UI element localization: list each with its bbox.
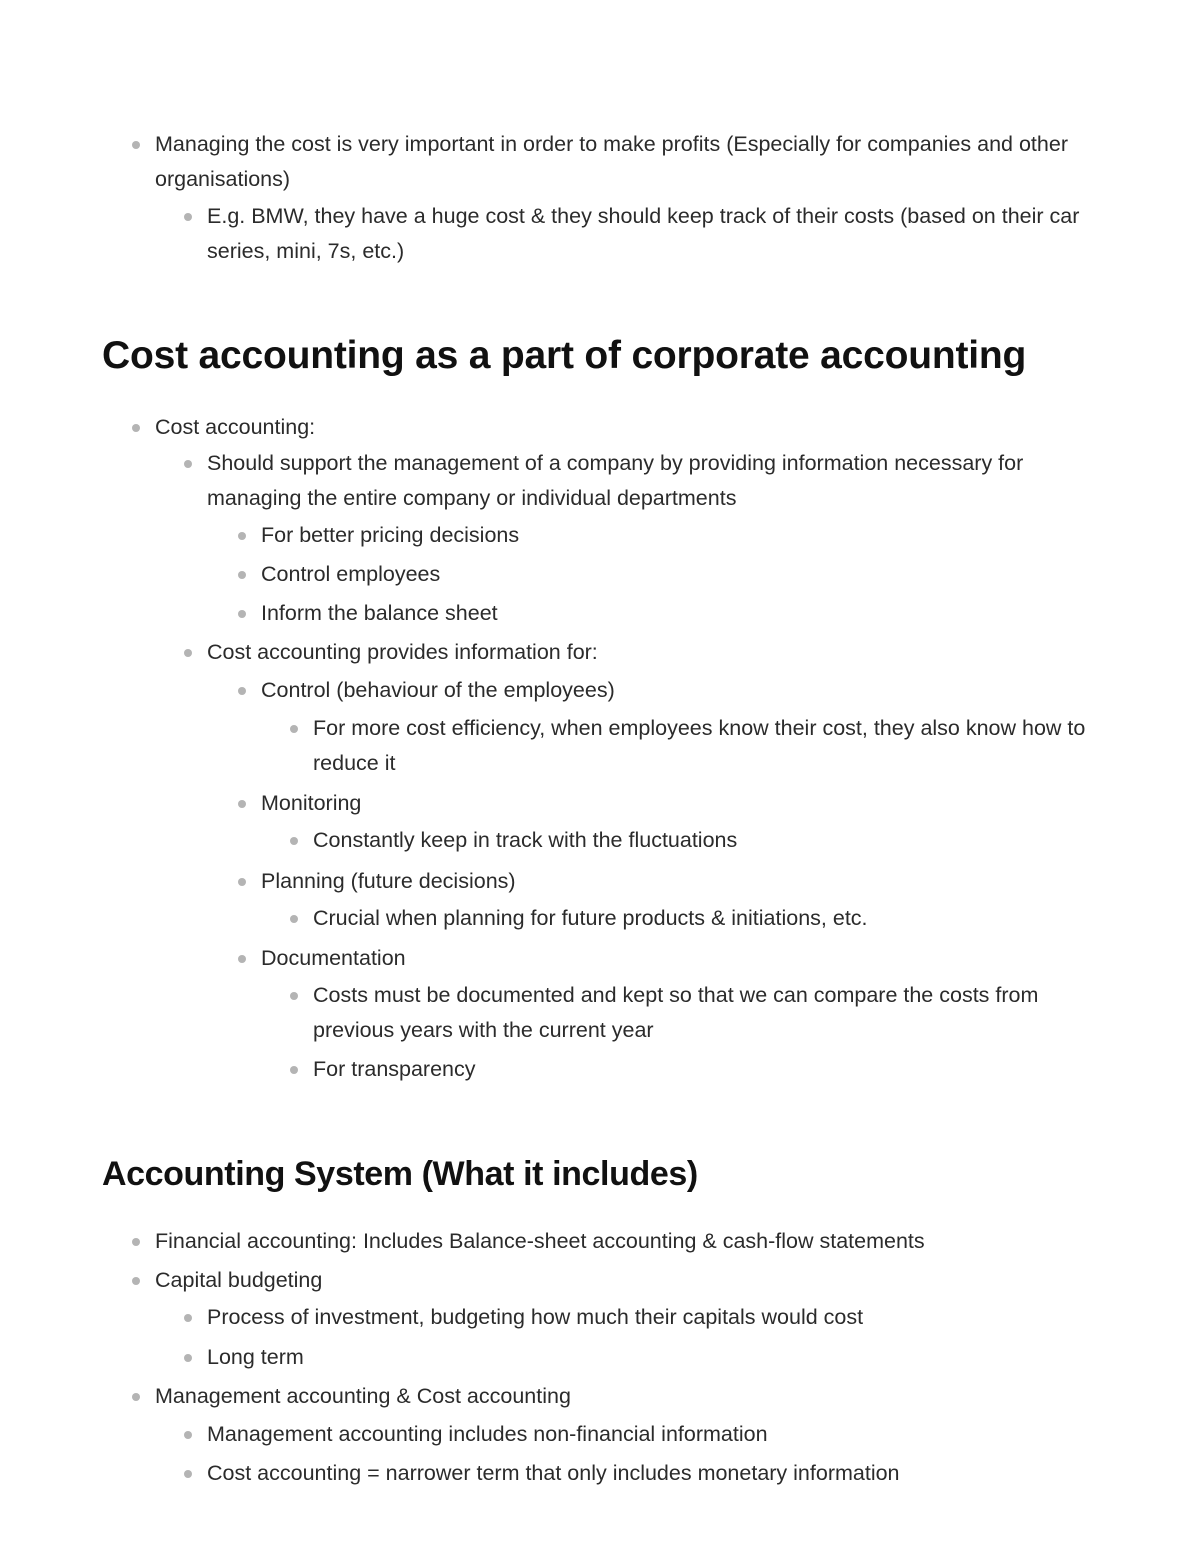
- bullet-icon: [132, 1393, 140, 1401]
- bullet-icon: [184, 460, 192, 468]
- list-item: [207, 1456, 1087, 1491]
- list-item: [261, 941, 1091, 976]
- bullet-icon: [238, 800, 246, 808]
- list-item: [261, 673, 1091, 708]
- list-item: [207, 446, 1087, 516]
- bullet-icon: [184, 1431, 192, 1439]
- list-item: [313, 901, 1103, 936]
- section-heading-cost-accounting: Cost accounting as a part of corporate accounting: [102, 334, 1027, 377]
- bullet-icon: [290, 1066, 298, 1074]
- bullet-icon: [290, 725, 298, 733]
- list-item: [313, 1052, 1103, 1087]
- bullet-icon: [132, 424, 140, 432]
- bullet-icon: [238, 571, 246, 579]
- list-item: [261, 786, 1091, 821]
- bullet-icon: [238, 532, 246, 540]
- list-item-text: Management accounting & Cost accounting: [155, 1384, 571, 1408]
- list-item-text: Inform the balance sheet: [261, 601, 498, 625]
- list-item: [313, 978, 1103, 1048]
- list-item-text: Planning (future decisions): [261, 869, 516, 893]
- list-item: [155, 410, 1105, 445]
- list-item: [207, 1300, 1087, 1335]
- bullet-icon: [184, 213, 192, 221]
- list-item-text: For more cost efficiency, when employees know their cost, they also know how to reduce it: [313, 716, 1086, 775]
- bullet-icon: [132, 141, 140, 149]
- list-item-text: Long term: [207, 1345, 304, 1369]
- bullet-icon: [238, 687, 246, 695]
- bullet-icon: [238, 878, 246, 886]
- list-item-text: Cost accounting = narrower term that only includes monetary information: [207, 1461, 900, 1485]
- list-item-text: Cost accounting provides information for:: [207, 640, 598, 664]
- list-item: [207, 1417, 1087, 1452]
- list-item-text: E.g. BMW, they have a huge cost & they should keep track of their costs (based on their car series, mini, 7s, etc.): [207, 204, 1080, 263]
- bullet-icon: [132, 1238, 140, 1246]
- list-item: [207, 199, 1087, 269]
- list-item-text: Process of investment, budgeting how much their capitals would cost: [207, 1305, 864, 1329]
- list-item-text: Managing the cost is very important in order to make profits (Especially for companies and other organisations): [155, 132, 1068, 191]
- list-item: [261, 557, 1091, 592]
- bullet-icon: [238, 955, 246, 963]
- list-item: [155, 1379, 1105, 1414]
- list-item: [261, 518, 1091, 553]
- list-item-text: For better pricing decisions: [261, 523, 520, 547]
- list-item: [207, 635, 1087, 670]
- list-item: [155, 1263, 1105, 1298]
- section-heading-accounting-system: Accounting System (What it includes): [102, 1155, 698, 1193]
- bullet-icon: [238, 610, 246, 618]
- list-item-text: Documentation: [261, 946, 406, 970]
- list-item-text: Control employees: [261, 562, 441, 586]
- bullet-icon: [290, 992, 298, 1000]
- list-item-text: For transparency: [313, 1057, 476, 1081]
- list-item-text: Control (behaviour of the employees): [261, 678, 615, 702]
- list-item: [313, 711, 1103, 781]
- list-item: [155, 127, 1105, 197]
- list-item-text: Capital budgeting: [155, 1268, 323, 1292]
- list-item: [207, 1340, 1087, 1375]
- bullet-icon: [184, 1354, 192, 1362]
- list-item-text: Crucial when planning for future products & initiations, etc.: [313, 906, 868, 930]
- bullet-icon: [184, 649, 192, 657]
- list-item-text: Monitoring: [261, 791, 362, 815]
- list-item-text: Constantly keep in track with the fluctuations: [313, 828, 738, 852]
- bullet-icon: [184, 1470, 192, 1478]
- bullet-icon: [290, 915, 298, 923]
- list-item-text: Financial accounting: Includes Balance-sheet accounting & cash-flow statements: [155, 1229, 925, 1253]
- list-item-text: Management accounting includes non-financial information: [207, 1422, 768, 1446]
- bullet-icon: [290, 837, 298, 845]
- list-item-text: Costs must be documented and kept so that we can compare the costs from previous years with the current year: [313, 983, 1039, 1042]
- bullet-icon: [132, 1277, 140, 1285]
- list-item: [261, 864, 1091, 899]
- list-item: [155, 1224, 1105, 1259]
- bullet-icon: [184, 1314, 192, 1322]
- list-item: [313, 823, 1103, 858]
- list-item-text: Cost accounting:: [155, 415, 316, 439]
- list-item: [261, 596, 1091, 631]
- list-item-text: Should support the management of a company by providing information necessary for managing the entire company or individual departments: [207, 451, 1024, 510]
